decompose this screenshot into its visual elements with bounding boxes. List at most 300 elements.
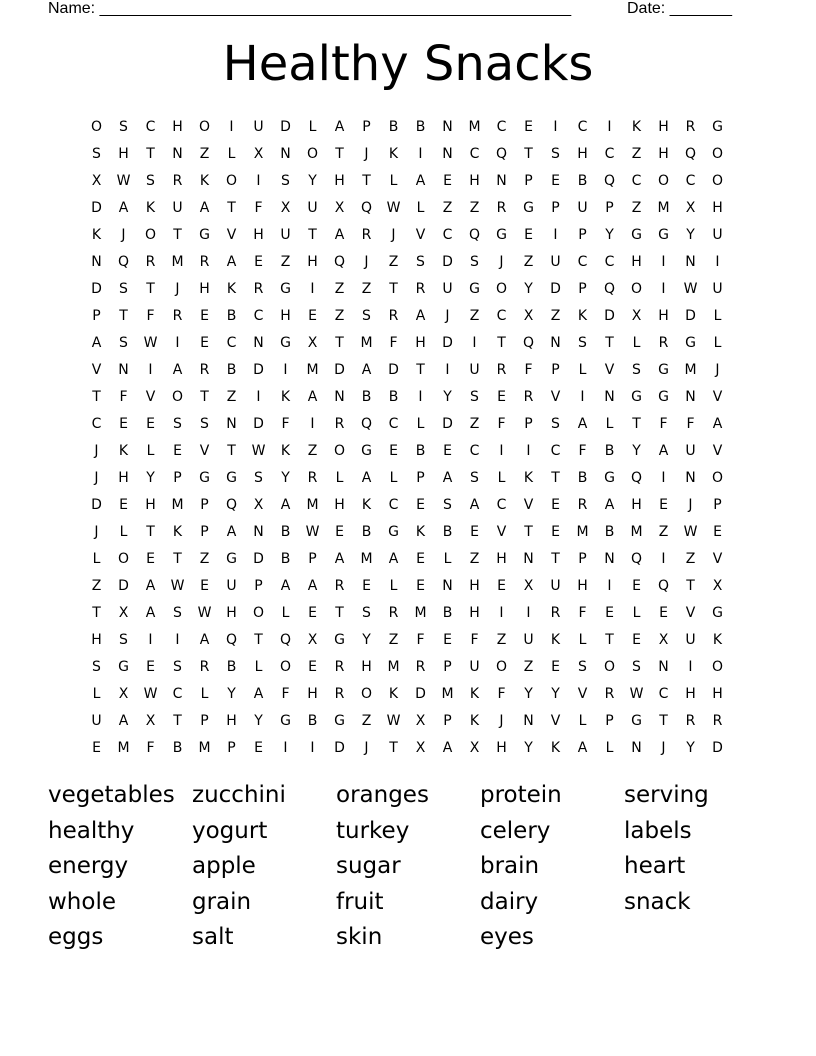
grid-cell: X: [658, 631, 669, 648]
grid-cell: T: [146, 523, 155, 540]
grid-cell: L: [92, 550, 101, 567]
grid-cell: I: [310, 280, 315, 297]
grid-cell: H: [469, 172, 480, 189]
grid-cell: J: [445, 307, 450, 324]
grid-cell: L: [389, 172, 398, 189]
word-item: yogurt: [192, 817, 268, 844]
grid-cell: W: [170, 577, 185, 594]
grid-cell: C: [604, 253, 615, 270]
grid-cell: D: [415, 685, 426, 702]
grid-cell: X: [91, 172, 102, 189]
grid-cell: R: [253, 280, 264, 297]
grid-cell: A: [577, 739, 588, 756]
grid-cell: L: [254, 658, 263, 675]
grid-cell: Q: [522, 334, 535, 351]
grid-cell: B: [577, 172, 588, 189]
grid-cell: E: [713, 523, 722, 540]
grid-cell: O: [657, 172, 670, 189]
grid-cell: T: [173, 226, 182, 243]
grid-cell: Q: [225, 631, 238, 648]
grid-cell: Y: [632, 442, 641, 459]
grid-cell: M: [360, 550, 373, 567]
grid-cell: C: [658, 685, 669, 702]
grid-cell: Y: [605, 226, 614, 243]
grid-cell: B: [361, 388, 372, 405]
grid-cell: A: [469, 496, 480, 513]
grid-cell: R: [388, 307, 399, 324]
grid-cell: O: [144, 226, 157, 243]
grid-cell: R: [577, 496, 588, 513]
grid-cell: A: [388, 550, 399, 567]
grid-cell: F: [119, 388, 128, 405]
grid-cell: M: [198, 739, 211, 756]
word-item: dairy: [480, 888, 539, 915]
grid-cell: T: [335, 334, 344, 351]
grid-cell: F: [578, 442, 587, 459]
grid-cell: D: [253, 550, 264, 567]
grid-cell: F: [497, 415, 506, 432]
grid-cell: E: [443, 172, 452, 189]
grid-cell: N: [442, 577, 453, 594]
grid-cell: B: [307, 712, 318, 729]
grid-cell: S: [281, 172, 290, 189]
grid-cell: M: [630, 523, 643, 540]
grid-cell: O: [90, 118, 103, 135]
grid-cell: R: [199, 253, 210, 270]
grid-cell: I: [310, 739, 315, 756]
grid-cell: K: [118, 442, 129, 459]
grid-cell: W: [251, 442, 266, 459]
word-item: salt: [192, 924, 234, 950]
grid-cell: J: [94, 523, 99, 540]
grid-cell: G: [523, 199, 534, 216]
grid-cell: E: [443, 442, 452, 459]
grid-cell: X: [307, 631, 318, 648]
grid-cell: K: [550, 631, 561, 648]
word-item: heart: [624, 853, 686, 879]
grid-cell: T: [92, 388, 101, 405]
word-item: labels: [624, 817, 692, 844]
grid-cell: K: [280, 442, 291, 459]
grid-cell: A: [334, 550, 345, 567]
grid-cell: A: [226, 253, 237, 270]
grid-cell: P: [605, 712, 614, 729]
grid-cell: W: [197, 604, 212, 621]
grid-cell: N: [442, 118, 453, 135]
grid-cell: N: [685, 469, 696, 486]
grid-cell: V: [550, 388, 561, 405]
grid-cell: A: [334, 226, 345, 243]
grid-cell: E: [524, 226, 533, 243]
grid-cell: E: [389, 442, 398, 459]
word-item: celery: [480, 817, 551, 844]
grid-cell: B: [280, 550, 291, 567]
grid-cell: B: [604, 442, 615, 459]
grid-cell: N: [334, 388, 345, 405]
grid-cell: V: [145, 388, 156, 405]
grid-cell: V: [685, 604, 696, 621]
grid-cell: Q: [495, 145, 508, 162]
grid-cell: A: [442, 469, 453, 486]
grid-cell: K: [550, 739, 561, 756]
grid-cell: W: [683, 280, 698, 297]
grid-cell: R: [496, 199, 507, 216]
grid-cell: T: [119, 307, 128, 324]
grid-cell: J: [94, 469, 99, 486]
grid-cell: S: [470, 469, 479, 486]
grid-cell: T: [551, 550, 560, 567]
grid-cell: I: [445, 361, 450, 378]
grid-cell: L: [497, 469, 506, 486]
grid-cell: R: [307, 469, 318, 486]
grid-cell: M: [306, 361, 319, 378]
grid-cell: N: [523, 550, 534, 567]
grid-cell: O: [630, 280, 643, 297]
grid-cell: I: [661, 280, 666, 297]
grid-cell: P: [92, 307, 101, 324]
grid-cell: V: [496, 523, 507, 540]
grid-cell: V: [712, 388, 723, 405]
grid-cell: A: [226, 523, 237, 540]
grid-cell: S: [362, 604, 371, 621]
grid-cell: U: [226, 577, 237, 594]
grid-cell: D: [442, 334, 453, 351]
grid-cell: G: [199, 226, 210, 243]
grid-cell: K: [280, 388, 291, 405]
grid-cell: U: [253, 118, 264, 135]
grid-cell: K: [712, 631, 723, 648]
grid-cell: Z: [469, 307, 480, 324]
word-item: vegetables: [48, 782, 175, 808]
grid-cell: G: [118, 658, 129, 675]
grid-cell: D: [253, 415, 264, 432]
grid-cell: K: [631, 118, 642, 135]
grid-cell: L: [389, 469, 398, 486]
grid-cell: E: [119, 496, 128, 513]
grid-cell: Q: [360, 199, 373, 216]
word-item: zucchini: [192, 782, 286, 808]
grid-cell: B: [415, 442, 426, 459]
grid-cell: W: [683, 523, 698, 540]
grid-cell: J: [364, 253, 369, 270]
grid-cell: P: [551, 361, 560, 378]
grid-cell: E: [497, 388, 506, 405]
grid-cell: V: [226, 226, 237, 243]
grid-cell: S: [119, 334, 128, 351]
grid-cell: D: [91, 199, 102, 216]
grid-cell: R: [145, 253, 156, 270]
grid-cell: I: [283, 739, 288, 756]
grid-cell: F: [281, 415, 290, 432]
grid-cell: E: [254, 739, 263, 756]
grid-cell: A: [172, 361, 183, 378]
grid-cell: G: [496, 226, 507, 243]
grid-cell: S: [362, 307, 371, 324]
grid-cell: E: [443, 631, 452, 648]
grid-cell: R: [415, 280, 426, 297]
grid-cell: H: [496, 739, 507, 756]
grid-cell: V: [712, 442, 723, 459]
grid-cell: H: [334, 172, 345, 189]
grid-cell: C: [388, 496, 399, 513]
grid-cell: W: [386, 712, 401, 729]
grid-cell: O: [495, 658, 508, 675]
grid-cell: P: [362, 118, 371, 135]
grid-cell: E: [524, 118, 533, 135]
grid-cell: O: [171, 388, 184, 405]
grid-cell: H: [118, 469, 129, 486]
grid-cell: E: [470, 523, 479, 540]
grid-cell: N: [442, 145, 453, 162]
grid-cell: S: [119, 631, 128, 648]
grid-cell: F: [497, 685, 506, 702]
grid-cell: Z: [91, 577, 102, 594]
grid-cell: T: [335, 145, 344, 162]
grid-cell: N: [253, 523, 264, 540]
grid-cell: Q: [603, 172, 616, 189]
grid-cell: U: [550, 253, 561, 270]
grid-cell: A: [604, 496, 615, 513]
grid-cell: Q: [225, 496, 238, 513]
grid-cell: D: [280, 118, 291, 135]
grid-cell: R: [199, 658, 210, 675]
grid-cell: U: [712, 280, 723, 297]
grid-cell: M: [468, 118, 481, 135]
grid-cell: Y: [524, 739, 533, 756]
grid-cell: H: [469, 577, 480, 594]
grid-cell: I: [499, 604, 504, 621]
grid-cell: R: [496, 361, 507, 378]
grid-cell: J: [391, 226, 396, 243]
word-item: eggs: [48, 924, 104, 950]
grid-cell: P: [173, 469, 182, 486]
grid-cell: G: [199, 469, 210, 486]
grid-cell: Z: [199, 550, 210, 567]
name-field[interactable]: Name: _____________________________________________________: [48, 0, 572, 17]
grid-cell: O: [711, 145, 724, 162]
grid-cell: Q: [630, 550, 643, 567]
grid-cell: L: [146, 442, 155, 459]
grid-cell: E: [659, 604, 668, 621]
grid-cell: C: [469, 442, 480, 459]
grid-cell: U: [550, 577, 561, 594]
grid-cell: U: [442, 280, 453, 297]
grid-cell: Z: [658, 523, 669, 540]
grid-cell: G: [280, 280, 291, 297]
grid-cell: C: [388, 415, 399, 432]
grid-cell: T: [605, 334, 614, 351]
grid-cell: Y: [524, 685, 533, 702]
grid-cell: O: [711, 172, 724, 189]
grid-cell: U: [280, 226, 291, 243]
grid-cell: D: [91, 280, 102, 297]
grid-cell: E: [200, 334, 209, 351]
grid-cell: H: [631, 496, 642, 513]
grid-cell: N: [280, 145, 291, 162]
grid-cell: O: [279, 658, 292, 675]
grid-cell: M: [171, 253, 184, 270]
grid-cell: U: [469, 361, 480, 378]
grid-cell: C: [226, 334, 237, 351]
grid-cell: S: [173, 604, 182, 621]
grid-cell: H: [712, 685, 723, 702]
grid-cell: H: [280, 307, 291, 324]
grid-cell: N: [523, 712, 534, 729]
grid-cell: U: [91, 712, 102, 729]
grid-cell: G: [712, 604, 723, 621]
grid-cell: P: [551, 199, 560, 216]
grid-cell: Q: [279, 631, 292, 648]
grid-cell: C: [442, 226, 453, 243]
grid-cell: J: [364, 145, 369, 162]
grid-cell: A: [253, 685, 264, 702]
grid-cell: Z: [469, 415, 480, 432]
grid-cell: P: [200, 496, 209, 513]
grid-cell: N: [172, 145, 183, 162]
grid-cell: X: [712, 577, 723, 594]
grid-cell: E: [551, 658, 560, 675]
grid-cell: B: [604, 523, 615, 540]
grid-cell: N: [253, 334, 264, 351]
grid-cell: X: [631, 307, 642, 324]
grid-cell: Z: [469, 199, 480, 216]
grid-cell: O: [603, 658, 616, 675]
grid-cell: L: [578, 631, 587, 648]
grid-cell: Z: [334, 280, 345, 297]
grid-cell: H: [658, 145, 669, 162]
grid-cell: Y: [146, 469, 155, 486]
grid-cell: Z: [388, 631, 399, 648]
grid-cell: F: [389, 334, 398, 351]
word-item: protein: [480, 782, 562, 808]
grid-cell: N: [91, 253, 102, 270]
grid-cell: N: [658, 658, 669, 675]
grid-cell: E: [308, 604, 317, 621]
grid-cell: F: [281, 685, 290, 702]
grid-cell: N: [118, 361, 129, 378]
grid-cell: P: [254, 577, 263, 594]
grid-cell: P: [443, 712, 452, 729]
grid-cell: K: [577, 307, 588, 324]
grid-cell: Z: [631, 145, 642, 162]
grid-cell: A: [658, 442, 669, 459]
grid-cell: C: [91, 415, 102, 432]
grid-cell: H: [145, 496, 156, 513]
word-item: eyes: [480, 924, 534, 950]
word-item: brain: [480, 853, 540, 879]
grid-cell: N: [685, 388, 696, 405]
grid-cell: H: [577, 577, 588, 594]
grid-cell: X: [523, 577, 534, 594]
grid-cell: C: [469, 145, 480, 162]
grid-cell: R: [172, 172, 183, 189]
grid-cell: V: [415, 226, 426, 243]
grid-cell: G: [280, 334, 291, 351]
grid-cell: H: [496, 550, 507, 567]
grid-cell: M: [684, 361, 697, 378]
grid-cell: T: [524, 523, 533, 540]
grid-cell: I: [607, 577, 612, 594]
grid-cell: V: [577, 685, 588, 702]
grid-cell: H: [172, 118, 183, 135]
grid-cell: L: [92, 685, 101, 702]
grid-cell: H: [253, 226, 264, 243]
grid-cell: A: [145, 604, 156, 621]
grid-cell: I: [229, 118, 234, 135]
grid-cell: N: [226, 415, 237, 432]
grid-cell: N: [550, 334, 561, 351]
grid-cell: T: [173, 550, 182, 567]
grid-cell: E: [335, 523, 344, 540]
grid-cell: Z: [361, 712, 372, 729]
grid-cell: Z: [280, 253, 291, 270]
grid-cell: W: [629, 685, 644, 702]
grid-cell: I: [283, 361, 288, 378]
grid-cell: P: [713, 496, 722, 513]
grid-cell: U: [469, 658, 480, 675]
grid-cell: R: [388, 604, 399, 621]
grid-cell: E: [146, 415, 155, 432]
grid-cell: Y: [443, 388, 452, 405]
grid-cell: S: [254, 469, 263, 486]
grid-cell: S: [632, 361, 641, 378]
grid-cell: K: [199, 172, 210, 189]
grid-cell: H: [469, 604, 480, 621]
grid-cell: Y: [686, 226, 695, 243]
grid-cell: F: [146, 307, 155, 324]
grid-cell: L: [389, 577, 398, 594]
date-field[interactable]: Date: _______: [627, 0, 732, 17]
grid-cell: S: [632, 658, 641, 675]
grid-cell: Q: [657, 577, 670, 594]
grid-cell: J: [499, 253, 504, 270]
grid-cell: I: [661, 550, 666, 567]
grid-cell: I: [553, 118, 558, 135]
grid-cell: R: [172, 307, 183, 324]
grid-cell: E: [551, 172, 560, 189]
grid-cell: I: [148, 361, 153, 378]
grid-cell: B: [280, 523, 291, 540]
grid-cell: G: [712, 118, 723, 135]
grid-cell: S: [119, 118, 128, 135]
grid-cell: T: [362, 172, 371, 189]
grid-cell: U: [712, 226, 723, 243]
grid-cell: B: [226, 361, 237, 378]
grid-cell: W: [116, 172, 131, 189]
grid-cell: M: [387, 658, 400, 675]
grid-cell: B: [172, 739, 183, 756]
word-item: sugar: [336, 853, 401, 879]
grid-cell: I: [175, 631, 180, 648]
grid-cell: I: [661, 253, 666, 270]
grid-cell: A: [334, 118, 345, 135]
grid-cell: G: [469, 280, 480, 297]
grid-cell: I: [175, 334, 180, 351]
grid-cell: G: [604, 469, 615, 486]
grid-cell: G: [226, 469, 237, 486]
grid-cell: Z: [523, 658, 534, 675]
grid-cell: T: [605, 631, 614, 648]
grid-cell: Q: [333, 253, 346, 270]
grid-cell: L: [605, 739, 614, 756]
grid-cell: T: [389, 739, 398, 756]
grid-cell: R: [523, 388, 534, 405]
grid-cell: I: [553, 226, 558, 243]
grid-cell: T: [416, 361, 425, 378]
grid-cell: I: [661, 469, 666, 486]
grid-cell: P: [578, 226, 587, 243]
grid-cell: E: [200, 577, 209, 594]
